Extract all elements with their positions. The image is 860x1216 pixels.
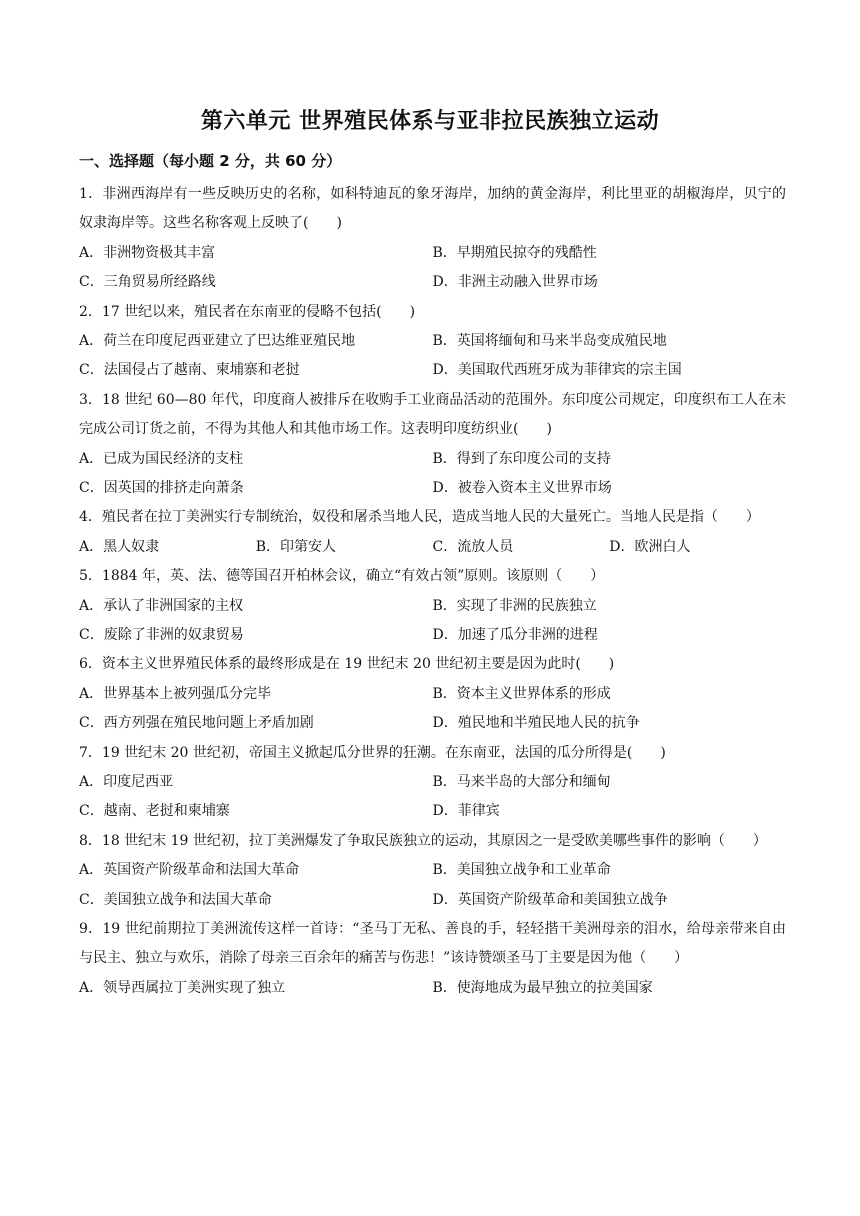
answer-option: A．非洲物资极其丰富 [79,244,216,261]
answer-option: A．印度尼西亚 [79,773,174,790]
question-stem: 5．1884 年，英、法、德等国召开柏林会议，确立“有效占领”原则。该原则（ ） [79,568,605,585]
option-row [79,856,786,885]
answer-option: B．实现了非洲的民族独立 [432,597,597,614]
question-2 [79,298,786,386]
answer-option: D．被卷入资本主义世界市场 [432,479,612,496]
question-5 [79,562,786,650]
answer-option: C．美国独立战争和法国大革命 [79,891,272,908]
question-stem: 9．19 世纪前期拉丁美洲流传这样一首诗：“圣马丁无私、善良的手，轻轻揩干美洲母亲的泪水，给母亲带来自由与民主、独立与欢乐，消除了母亲三百余年的痛苦与伤悲！”该诗赞颂圣马丁主要是因为他（ ） [79,920,786,967]
option-row [79,474,786,503]
answer-option: D．欧洲白人 [609,538,691,555]
option-row [79,592,786,621]
answer-option: B．使海地成为最早独立的拉美国家 [432,979,653,996]
answer-option: A．承认了非洲国家的主权 [79,597,244,614]
answer-option: D．非洲主动融入世界市场 [432,274,598,291]
question-9 [79,915,786,1003]
answer-option: B．英国将缅甸和马来半岛变成殖民地 [432,333,667,349]
question-7 [79,739,786,827]
answer-option: C．流放人员 [432,538,514,555]
answer-option: B．资本主义世界体系的形成 [432,685,611,702]
answer-option: C．因英国的排挤走向萧条 [79,479,244,496]
answer-option: A．已成为国民经济的支柱 [79,450,244,467]
answer-option: B．早期殖民掠夺的残酷性 [432,244,597,261]
option-row [79,974,786,1003]
question-stem: 4．殖民者在拉丁美洲实行专制统治，奴役和屠杀当地人民，造成当地人民的大量死亡。当地人民是指（ ） [79,509,760,526]
answer-option: C．西方列强在殖民地问题上矛盾加剧 [79,715,314,732]
option-row [79,445,786,474]
answer-option: C．废除了非洲的奴隶贸易 [79,626,244,643]
question-stem: 8．18 世纪末 19 世纪初，拉丁美洲爆发了争取民族独立的运动，其原因之一是受欧美哪些事件的影响（ ） [79,832,767,849]
answer-option: C．三角贸易所经路线 [79,274,216,291]
question-list [79,180,786,1003]
answer-option: A．世界基本上被列强瓜分完毕 [79,685,272,702]
answer-option: C．法国侵占了越南、柬埔寨和老挝 [79,362,300,379]
option-row [79,886,786,915]
question-6 [79,650,786,738]
option-row [79,680,786,709]
section-heading: 一、选择题（每小题 2 分，共 60 分） [79,152,342,170]
answer-option: D．菲律宾 [432,803,500,820]
option-row [79,239,786,268]
question-stem: 1．非洲西海岸有一些反映历史的名称，如科特迪瓦的象牙海岸，加纳的黄金海岸，利比里亚的胡椒海岸，贝宁的奴隶海岸等。这些名称客观上反映了( ) [79,186,786,232]
answer-option: D．英国资产阶级革命和美国独立战争 [432,891,668,908]
answer-option: A．领导西属拉丁美洲实现了独立 [79,979,286,996]
option-row [79,621,786,650]
question-1 [79,180,786,298]
question-stem: 3．18 世纪 60—80 年代，印度商人被排斥在收购手工业商品活动的范围外。东印度公司规定，印度织布工人在未完成公司订货之前，不得为其他人和其他市场工作。这表明印度纺织业( ) [79,391,786,438]
question-stem: 2．17 世纪以来，殖民者在东南亚的侵略不包括( ) [79,303,416,320]
question-stem: 7．19 世纪末 20 世纪初，帝国主义掀起瓜分世界的狂潮。在东南亚，法国的瓜分所得是( ) [79,744,666,761]
option-row [79,356,786,385]
answer-option: B．美国独立战争和工业革命 [432,862,611,879]
answer-option: B．马来半岛的大部分和缅甸 [432,773,611,790]
answer-option: A．英国资产阶级革命和法国大革命 [79,862,300,879]
question-4 [79,503,786,562]
answer-option: B．得到了东印度公司的支持 [432,450,611,467]
question-3 [79,386,786,504]
answer-option: A．黑人奴隶 [79,538,160,555]
answer-option: C．越南、老挝和柬埔寨 [79,803,230,820]
question-8 [79,827,786,915]
option-row [79,797,786,826]
option-row [79,533,786,562]
option-row [79,268,786,297]
answer-option: D．美国取代西班牙成为菲律宾的宗主国 [432,362,682,379]
answer-option: B．印第安人 [255,538,337,555]
question-stem: 6．资本主义世界殖民体系的最终形成是在 19 世纪末 20 世纪初主要是因为此时( ) [79,656,615,673]
option-row [79,709,786,738]
page-title: 第六单元 世界殖民体系与亚非拉民族独立运动 [200,108,660,134]
answer-option: D．加速了瓜分非洲的进程 [432,626,598,643]
answer-option: D．殖民地和半殖民地人民的抗争 [432,715,640,732]
option-row [79,768,786,797]
answer-option: A．荷兰在印度尼西亚建立了巴达维亚殖民地 [79,333,356,349]
option-row [79,327,786,356]
